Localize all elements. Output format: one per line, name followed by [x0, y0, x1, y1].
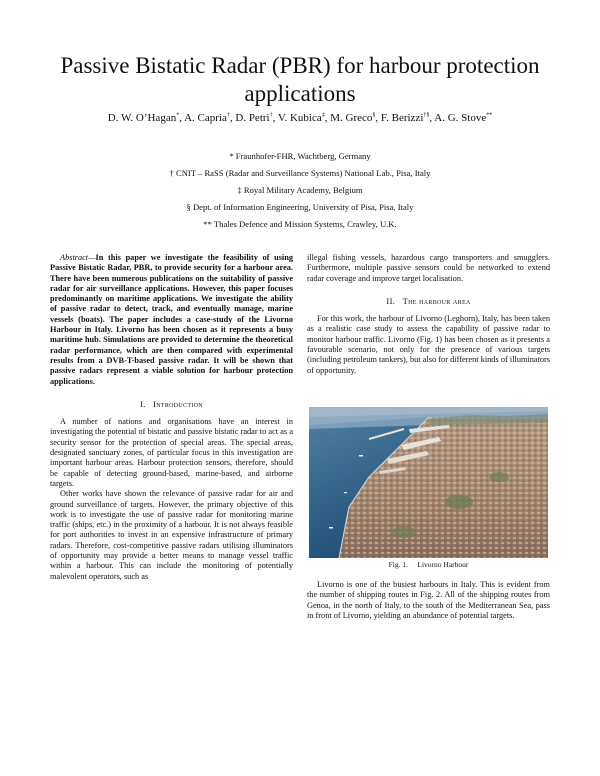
section-number: II.: [386, 295, 396, 306]
affiliation: ‡ Royal Military Academy, Belgium: [237, 185, 363, 195]
author-mark: †§: [423, 112, 430, 119]
author-mark: †: [226, 112, 230, 119]
author-name: D. Petri: [235, 112, 270, 124]
affiliation: ** Thales Defence and Mission Systems, Crawley, U.K.: [203, 219, 397, 229]
section-number: I.: [140, 398, 146, 409]
author-mark: **: [486, 112, 493, 119]
affiliation: † CNIT – RaSS (Radar and Surveillance Systems) National Lab., Pisa, Italy: [169, 168, 431, 178]
abstract-body: In this paper we investigate the feasibility of using Passive Bistatic Radar, PBR, to provide security for a harbour area. There have been numerous publications on the suitability of passive radar for air surveillance applications. However, this paper focuses predominantly on maritime applications. We investigate the ability of passive radar to detect, track, and eventually manage, marine vessels (boats). The paper includes a case-study of the Livorno Harbour in Italy. Livorno has been chosen as it represents a busy maritime hub. Simulations are provided to determine the theoretical radar performance, which are then compared with experimental results from a DVB-T-based passive radar. It will be shown that passive radars represent a viable solution for harbour protection applications.: [50, 253, 293, 386]
livorno-harbour-photo: [309, 407, 548, 558]
paragraph: For this work, the harbour of Livorno (Leghorn), Italy, has been taken as a realistic case study to assess the capability of passive radar to monitor harbour traffic. Livorno (Fig. 1) has been chosen as it presents a favourable scenario, not only for the presence of various targets (including petroleum tankers), but also for different kinds of illuminators of opportunity.: [307, 314, 550, 375]
author-name: D. W. O’Hagan: [107, 112, 177, 124]
right-column: [307, 253, 550, 376]
left-column: [50, 253, 293, 582]
paragraph: A number of nations and organisations have an interest in investigating the potential of bistatic and passive bistatic radar to act as a security sensor for the protection of special areas. The special areas, designated sanctuary zones, of particular focus in this investigation are important harbour areas. Harbour protection sensors, therefore, should be capable of detecting ground-based, marine-based, and airborne targets.: [50, 417, 293, 488]
section-heading-introduction: [50, 399, 293, 409]
affiliation: * Fraunhofer-FHR, Wachtberg, Germany: [229, 151, 371, 161]
affiliation: § Dept. of Information Engineering, University of Pisa, Pisa, Italy: [186, 202, 414, 212]
harbour-aerial-image: [309, 407, 548, 558]
paragraph: Livorno is one of the busiest harbours in Italy. This is evident from the number of shipping routes in Fig. 2. All of the shipping routes from Genoa, in the north of Italy, to the south of the Mediterranean Sea, pass in front of Livorno, yielding an abundance of potential targets.: [307, 580, 550, 620]
figure-label: Fig. 1.: [388, 560, 408, 569]
right-column-lower: [307, 580, 550, 621]
author-mark: ‡: [321, 112, 325, 119]
paper-title: Passive Bistatic Radar (PBR) for harbour protection applications: [60, 53, 540, 106]
section-title: The harbour area: [402, 295, 471, 306]
paragraph: Other works have shown the relevance of passive radar for air and ground surveillance of targets. However, the primary objective of this work is to investigate the use of passive radar for monitoring marine traffic (ships, etc.) in the proximity of a harbour. It is not always feasible for port authorities to invest in an expensive infrastructure of primary radars. Therefore, cost-competitive passive radars utilising illuminators of opportunity may provide a better means to manage vessel traffic within a harbour. This can include the monitoring of potentially malevolent operators, such as: [50, 489, 293, 581]
abstract-lead: Abstract—: [60, 253, 96, 262]
figure-caption: [307, 560, 550, 570]
abstract: [50, 253, 293, 387]
section-heading-harbour: [307, 296, 550, 306]
author-name: A. Capria: [184, 112, 227, 124]
author-list: D. W. O’Hagan*, A. Capria†, D. Petri†, V. Kubica‡, M. Greco§, F. Berizzi†§, A. G. Stove**: [107, 112, 493, 124]
author-mark: §: [372, 112, 376, 119]
section-title: Introduction: [153, 398, 203, 409]
author-mark: †: [269, 112, 273, 119]
paragraph: illegal fishing vessels, hazardous cargo transporters and smugglers. Furthermore, multiple passive sensors could be networked to extend radar coverage and improve target localisation.: [307, 253, 550, 283]
author-name: M. Greco: [330, 112, 373, 124]
author-name: A. G. Stove: [434, 112, 487, 124]
author-name: F. Berizzi: [380, 112, 424, 124]
author-mark: *: [176, 112, 180, 119]
figure-caption-text: Livorno Harbour: [417, 560, 469, 569]
author-name: V. Kubica: [277, 112, 322, 124]
